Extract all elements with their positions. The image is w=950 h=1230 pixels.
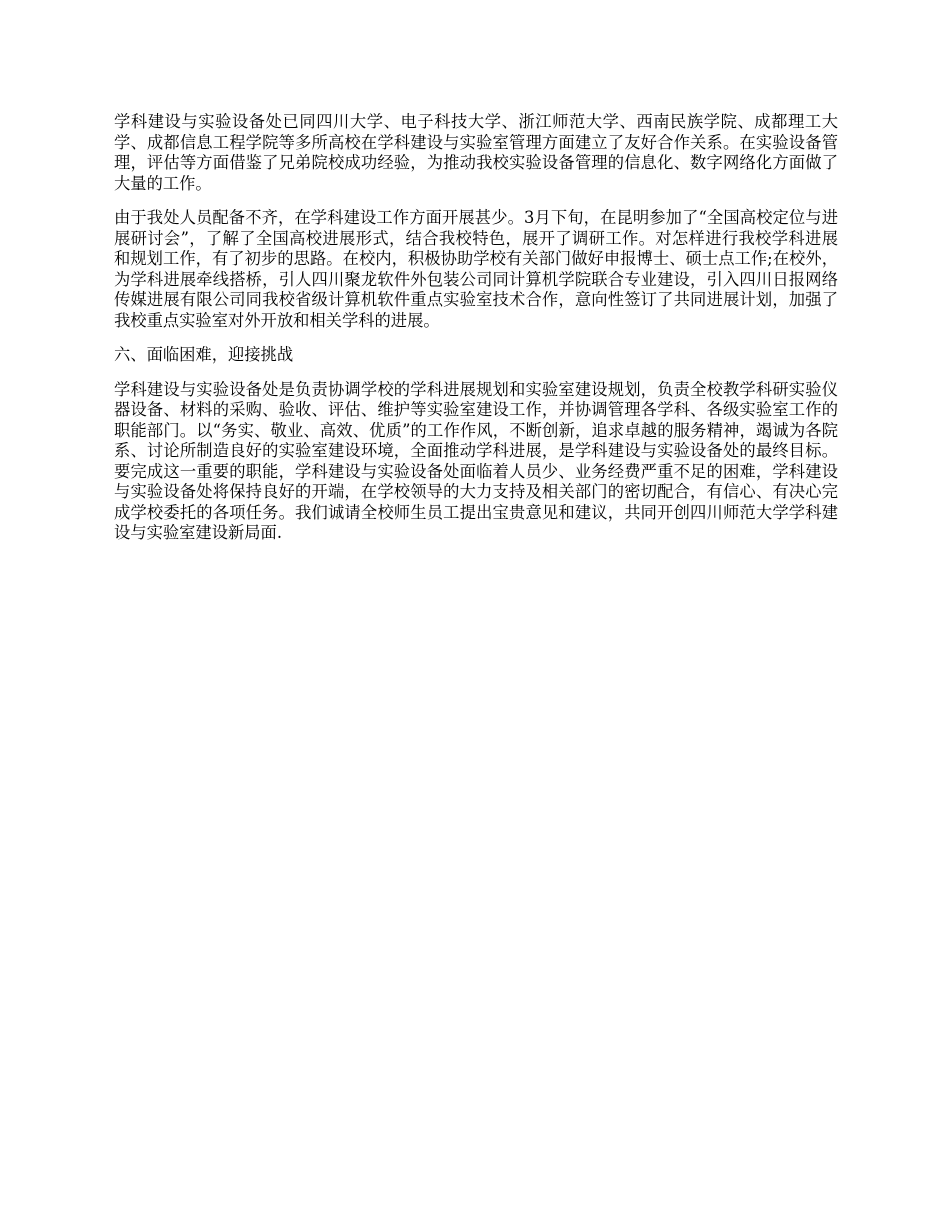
section-heading-challenges: 六、面临困难，迎接挑战 <box>114 345 294 364</box>
paragraph-department-goals: 学科建设与实验设备处是负责协调学校的学科进展规划和实验室建设规划，负责全校教学科研实验仪器设备、材料的采购、验收、评估、维护等实验室建设工作，并协调管理各学科、各级实验室工作的职能部门。以“务实、敬业、高效、优质”的工作作风，不断创新，追求卓越的服务精神，竭诚为各院系、讨论所制造良好的实验室建设环境，全面推动学科进展，是学科建设与实验设备处的最终目标。要完成这一重要的职能，学科建设与实验设备处面临着人员少、业务经费严重不足的困难，学科建设与实验设备处将保持良好的开端，在学校领导的大力支持及相关部门的密切配合，有信心、有决心完成学校委托的各项任务。我们诚请全校师生员工提出宝贵意见和建议，共同开创四川师范大学学科建设与实验室建设新局面. <box>114 379 838 542</box>
paragraph-cooperation: 学科建设与实验设备处已同四川大学、电子科技大学、浙江师范大学、西南民族学院、成都理工大学、成都信息工程学院等多所高校在学科建设与实验室管理方面建立了友好合作关系。在实验设备管理，评估等方面借鉴了兄弟院校成功经验，为推动我校实验设备管理的信息化、数字网络化方面做了大量的工作。 <box>114 112 838 193</box>
paragraph-discipline-work: 由于我处人员配备不齐，在学科建设工作方面开展甚少。3月下旬，在昆明参加了“全国高校定位与进展研讨会”，了解了全国高校进展形式，结合我校特色，展开了调研工作。对怎样进行我校学科进展和规划工作，有了初步的思路。在校内，积极协助学校有关部门做好申报博士、硕士点工作;在校外，为学科进展牵线搭桥，引人四川聚龙软件外包装公司同计算机学院联合专业建设，引入四川日报网络传媒进展有限公司同我校省级计算机软件重点实验室技术合作，意向性签订了共同进展计划，加强了我校重点实验室对外开放和相关学科的进展。 <box>114 208 838 330</box>
document-body <box>114 112 838 558</box>
